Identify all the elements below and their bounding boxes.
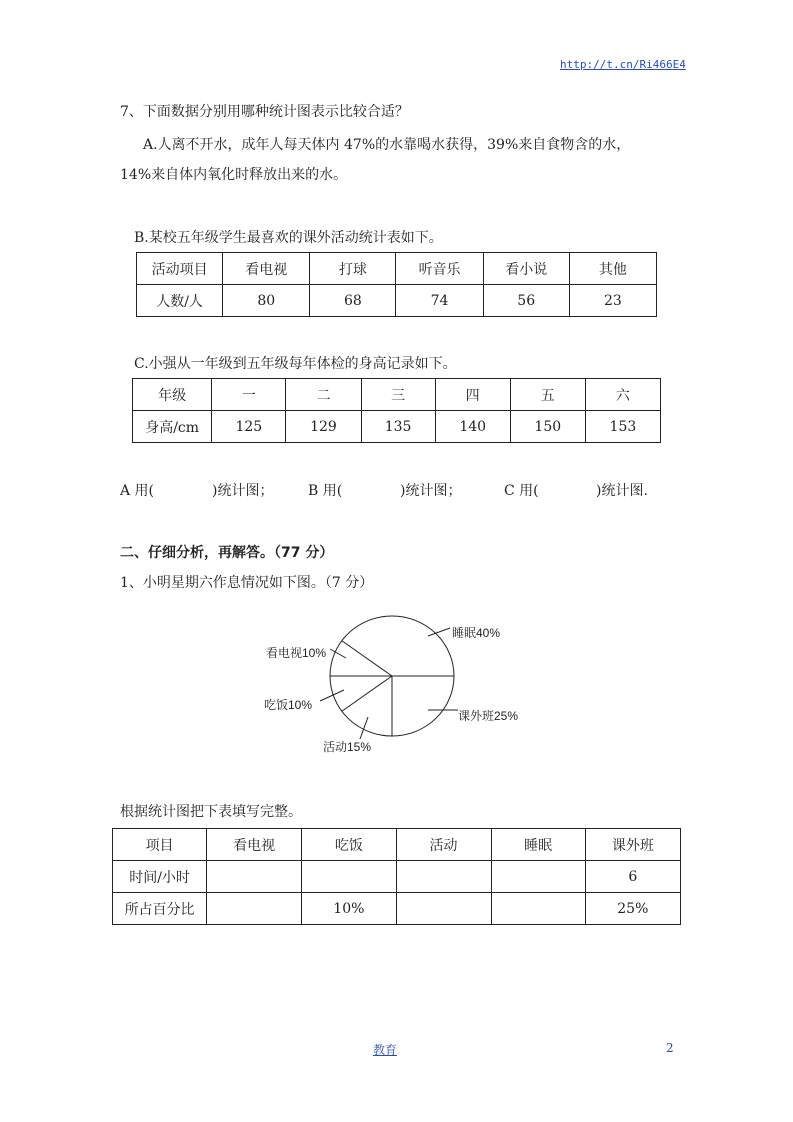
table-cell: 看小说	[483, 253, 569, 285]
table-cell: 一	[212, 379, 286, 411]
section2-title: 二、仔细分析，再解答。（77 分）	[120, 545, 334, 561]
table-cell: 其他	[569, 253, 656, 285]
table-cell: 23	[569, 285, 656, 317]
table-cell	[396, 893, 491, 925]
q7-b-intro: B.某校五年级学生最喜欢的课外活动统计表如下。	[134, 230, 443, 246]
q7-c-intro: C.小强从一年级到五年级每年体检的身高记录如下。	[134, 356, 457, 372]
table-cell: 10%	[302, 893, 396, 925]
answer-c-end: )统计图.	[596, 483, 648, 499]
table-cell	[207, 893, 302, 925]
table-cell: 五	[510, 379, 585, 411]
table2-intro: 根据统计图把下表填写完整。	[120, 804, 302, 820]
table-cell: 150	[510, 411, 585, 443]
q7-a-line2: 14%来自体内氧化时释放出来的水。	[120, 167, 348, 183]
table-cell: 吃饭	[302, 829, 396, 861]
table-cell: 三	[361, 379, 435, 411]
pie-slice-label: 吃饭10%	[264, 698, 313, 712]
table-cell: 看电视	[207, 829, 302, 861]
table-cell: 6	[585, 861, 680, 893]
schedule-table	[112, 828, 681, 925]
table-row	[113, 829, 681, 861]
table-row	[133, 411, 661, 443]
height-table	[132, 378, 661, 443]
table-cell: 活动	[396, 829, 491, 861]
answer-b-label: B 用(	[308, 483, 343, 499]
table-cell	[302, 861, 396, 893]
table-cell: 年级	[133, 379, 212, 411]
table-cell: 人数/人	[137, 285, 223, 317]
table-cell: 74	[396, 285, 483, 317]
table-cell: 56	[483, 285, 569, 317]
answer-a-label: A 用(	[120, 483, 155, 499]
table-cell: 身高/cm	[133, 411, 212, 443]
table-row	[113, 893, 681, 925]
table-cell: 项目	[113, 829, 207, 861]
activity-table	[136, 252, 657, 317]
table-cell: 二	[286, 379, 361, 411]
table-cell: 所占百分比	[113, 893, 207, 925]
table-cell: 140	[435, 411, 510, 443]
table-cell	[207, 861, 302, 893]
table-cell: 睡眠	[491, 829, 585, 861]
table-cell: 68	[310, 285, 396, 317]
table-cell: 看电视	[223, 253, 310, 285]
footer-link[interactable]: 教育	[373, 1043, 398, 1057]
table-cell: 129	[286, 411, 361, 443]
page-number: 2	[666, 1041, 674, 1055]
table-cell: 听音乐	[396, 253, 483, 285]
pie-slice-label: 睡眠40%	[452, 626, 501, 640]
table-row	[133, 379, 661, 411]
table-cell: 135	[361, 411, 435, 443]
answer-a-end: )统计图；	[212, 483, 274, 499]
table-row	[137, 285, 657, 317]
pie-slice-label: 课外班25%	[458, 709, 519, 723]
table-cell: 打球	[310, 253, 396, 285]
table-cell: 25%	[585, 893, 680, 925]
table-cell: 六	[585, 379, 660, 411]
table-row	[137, 253, 657, 285]
pie-chart	[250, 606, 550, 766]
table-cell: 125	[212, 411, 286, 443]
table-cell: 四	[435, 379, 510, 411]
answer-c-label: C 用(	[504, 483, 539, 499]
table-cell: 课外班	[585, 829, 680, 861]
table-cell: 80	[223, 285, 310, 317]
table-cell	[491, 893, 585, 925]
section2-q1: 1、小明星期六作息情况如下图。（7 分）	[120, 575, 374, 591]
pie-slice-label: 看电视10%	[266, 646, 327, 660]
pie-slice-label: 活动15%	[323, 740, 372, 754]
answer-b-end: )统计图；	[400, 483, 462, 499]
table-cell	[491, 861, 585, 893]
table-cell: 153	[585, 411, 660, 443]
table-cell: 活动项目	[137, 253, 223, 285]
table-row	[113, 861, 681, 893]
q7-a-line1: A.人离不开水，成年人每天体内 47%的水靠喝水获得，39%来自食物含的水，	[143, 137, 631, 153]
header-url-link[interactable]: http://t.cn/Ri466E4	[560, 58, 686, 71]
table-cell	[396, 861, 491, 893]
q7-title: 7、下面数据分别用哪种统计图表示比较合适？	[120, 104, 409, 120]
table-cell: 时间/小时	[113, 861, 207, 893]
